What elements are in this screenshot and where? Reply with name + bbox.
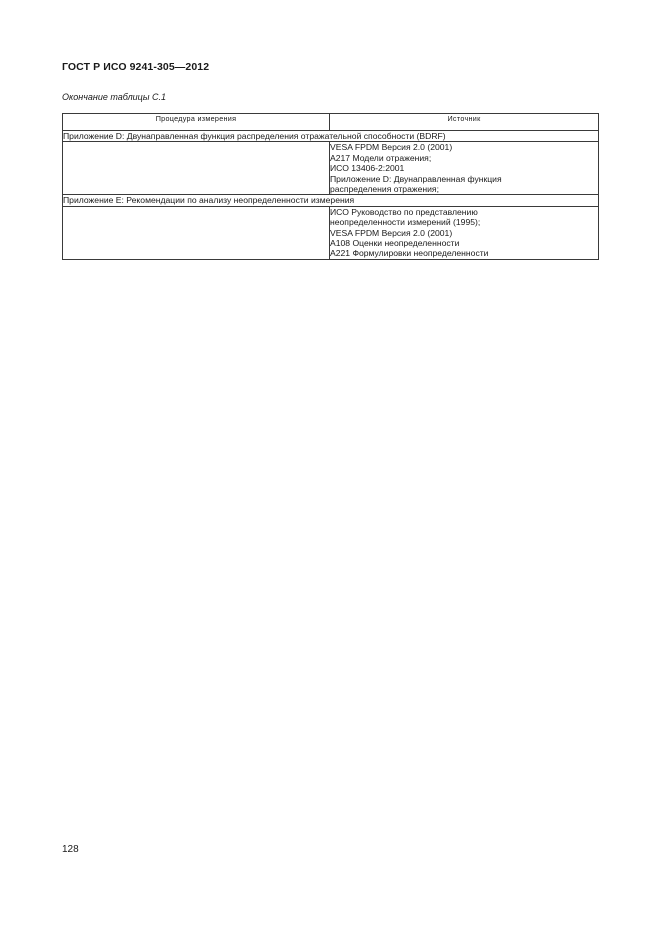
source-line: неопределенности измерений (1995); — [330, 217, 481, 228]
source-line: VESA FPDM Версия 2.0 (2001) — [330, 142, 453, 153]
document-header: ГОСТ Р ИСО 9241-305—2012 — [62, 61, 210, 73]
source-line: ИСО 13406-2:2001 — [330, 163, 405, 174]
section-title-row — [63, 195, 599, 206]
section-title-bdrf: Приложение D: Двунаправленная функция распределения отражательной способности (BDRF) — [63, 131, 599, 142]
source-cell — [330, 206, 599, 259]
source-line: ИСО Руководство по представлению — [330, 206, 478, 217]
source-line: A108 Оценки неопределенности — [330, 238, 460, 249]
section-title-uncertainty: Приложение Е: Рекомендации по анализу неопределенности измерения — [63, 195, 599, 206]
source-line: Приложение D: Двунаправленная функция — [330, 173, 502, 184]
source-line: распределения отражения; — [330, 184, 439, 195]
section-title-row — [63, 131, 599, 142]
source-line: A221 Формулировки неопределенности — [330, 248, 489, 259]
column-header-procedure: Процедура измерения — [63, 114, 330, 131]
table-caption: Окончание таблицы С.1 — [62, 92, 166, 102]
source-line: A217 Модели отражения; — [330, 152, 432, 163]
procedure-cell — [63, 206, 330, 259]
source-line: VESA FPDM Версия 2.0 (2001) — [330, 227, 453, 238]
page-number: 128 — [62, 844, 79, 855]
procedure-cell — [63, 142, 330, 195]
source-cell — [330, 142, 599, 195]
table-row — [63, 142, 599, 195]
table-row — [63, 206, 599, 259]
references-table — [62, 113, 599, 260]
column-header-source: Источник — [330, 114, 599, 131]
table-header-row — [63, 114, 599, 131]
